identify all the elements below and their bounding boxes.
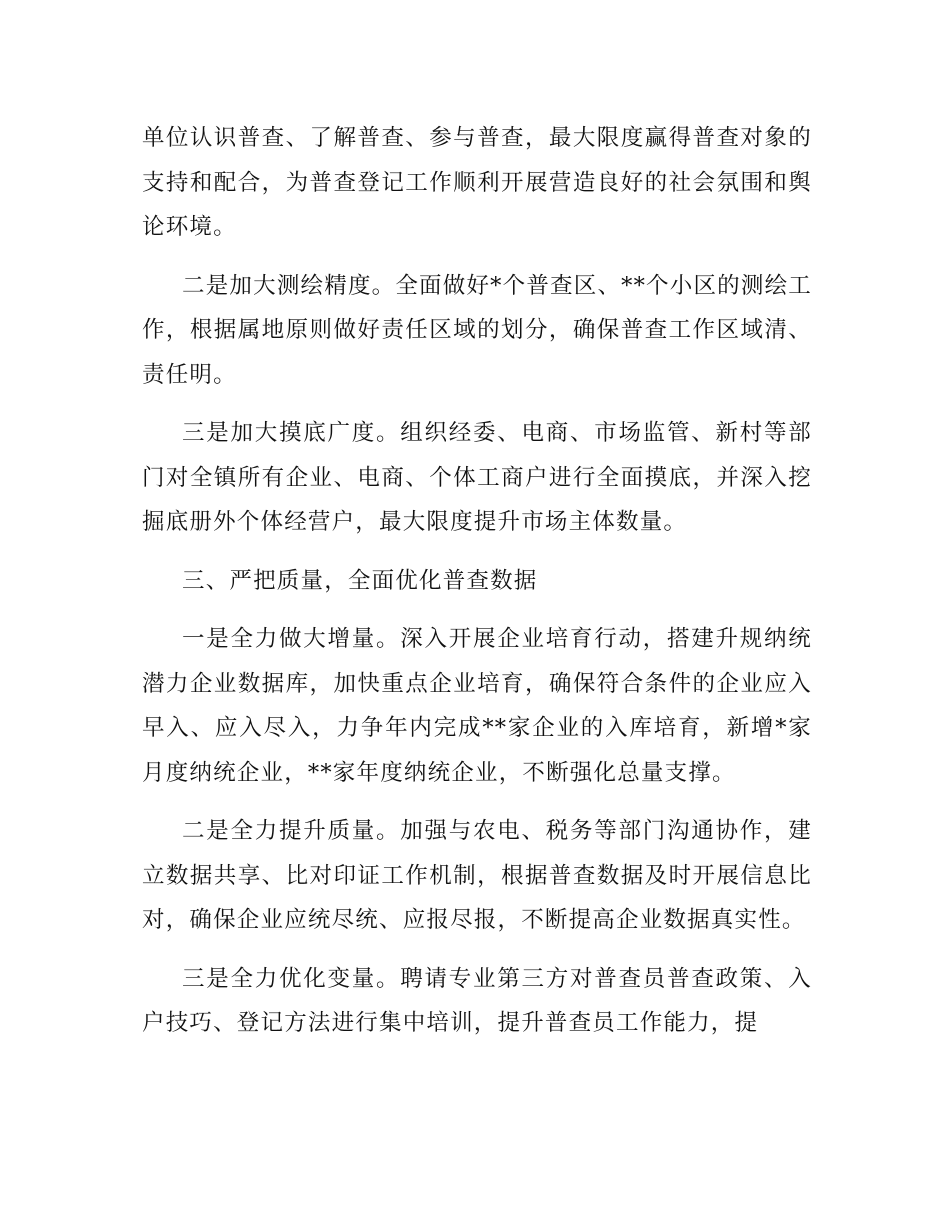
document-body	[142, 116, 812, 1060]
paragraph: 三是全力优化变量。聘请专业第三方对普查员普查政策、入户技巧、登记方法进行集中培训，提升普查员工作能力，提	[142, 965, 812, 1036]
paragraph: 二是全力提升质量。加强与农电、税务等部门沟通协作，建立数据共享、比对印证工作机制，根据普查数据及时开展信息比对，确保企业应统尽统、应报尽报，不断提高企业数据真实性。	[142, 818, 812, 933]
section-heading: 三、严把质量，全面优化普查数据	[182, 567, 538, 594]
paragraph: 二是加大测绘精度。全面做好*个普查区、**个小区的测绘工作，根据属地原则做好责任区域的划分，确保普查工作区域清、责任明。	[142, 272, 812, 388]
paragraph: 单位认识普查、了解普查、参与普查，最大限度赢得普查对象的支持和配合，为普查登记工作顺利开展营造良好的社会氛围和舆论环境。	[142, 125, 812, 240]
paragraph: 三是加大摸底广度。组织经委、电商、市场监管、新村等部门对全镇所有企业、电商、个体工商户进行全面摸底，并深入挖掘底册外个体经营户，最大限度提升市场主体数量。	[142, 420, 812, 535]
paragraph: 一是全力做大增量。深入开展企业培育行动，搭建升规纳统潜力企业数据库，加快重点企业培育，确保符合条件的企业应入早入、应入尽入，力争年内完成**家企业的入库培育，新增*家月度纳统企业，**家年度纳统企业，不断强化总量支撑。	[142, 626, 812, 786]
